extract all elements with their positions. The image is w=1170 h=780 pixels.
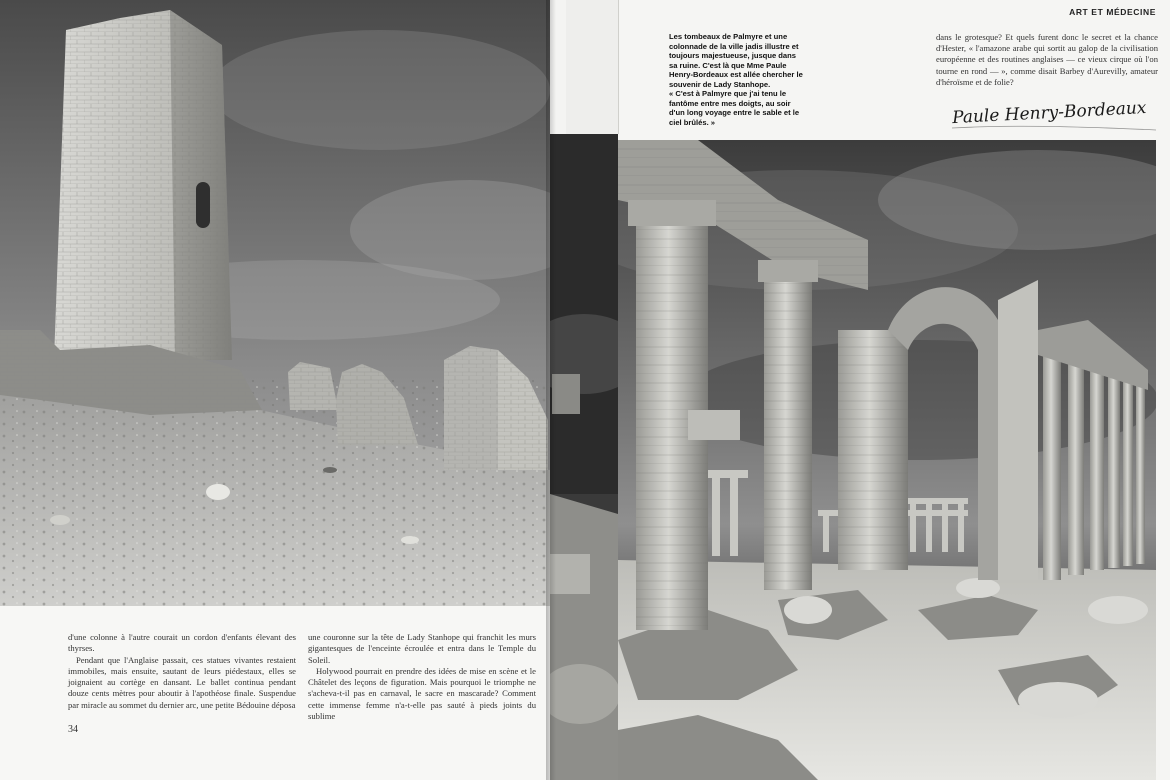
palmyra-colonnade-photo bbox=[618, 140, 1156, 780]
left-page bbox=[0, 0, 550, 780]
page-number: 34 bbox=[68, 724, 78, 735]
section-rubric: ART ET MÉDECINE bbox=[1069, 7, 1156, 17]
photo-caption bbox=[669, 32, 803, 127]
column-2-paragraph-2: Holywood pourrait en prendre des idées de mise en scène et le Châtelet des leçons de figuration. Mais pourquoi le triomphe ne s'acheva-t-il pas en carnaval, le sacre en mascarade? Comment cette immense femme n'a-t-elle pas sauté à pieds joints du sublime bbox=[308, 665, 536, 722]
body-text-column-2 bbox=[308, 632, 536, 722]
author-signature bbox=[950, 92, 1160, 134]
storm-sky-strip-illustration bbox=[550, 134, 618, 780]
column-2-paragraph-1: une couronne sur la tête de Lady Stanhope qui franchit les murs gigantesques de l'enceinte écroulée et entra dans le Temple du Soleil. bbox=[308, 632, 536, 665]
gutter-shadow bbox=[546, 0, 556, 780]
caption-description: Les tombeaux de Palmyre et une colonnade de la ville jadis illustre et toujours majestueuse, jusque dans sa ruine. C'est là que Mme Paule Henry-Bordeaux est allée chercher le souvenir de Lady Stanhope. bbox=[669, 32, 803, 89]
caption-quote: « C'est à Palmyre que j'ai tenu le fantôme entre mes doigts, au soir d'un long voyage entre le sable et le ciel brûlés. » bbox=[669, 89, 800, 127]
column-1-paragraph-2: Pendant que l'Anglaise passait, ces statues vivantes restaient immobiles, mais ensuite, sautant de leurs piédestaux, elles se joignaient au cortège en dansant. Le ballet continua pendant douze cents mètres pour aboutir à l'apothéose finale. Suspendue par miracle au sommet du dernier arc, une petite Bédouine déposa bbox=[68, 654, 296, 710]
foldout-photo-strip bbox=[550, 134, 618, 780]
svg-text:Paule Henry-Bordeaux: Paule Henry-Bordeaux bbox=[951, 97, 1147, 129]
body-text-right: dans le grotesque? Et quels furent donc le secret et la chance d'Hester, « l'amazone arabe qui sortit au galop de la civilisation européenne et des routines anglaises — ce vieux cirque où l'on tourne en rond — », comme disait Barbey d'Aurevilly, amateur d'héroïsme et de folie? bbox=[936, 32, 1158, 87]
ruined-tower-photo bbox=[0, 0, 550, 606]
folded-page-edge bbox=[566, 0, 619, 134]
column-1-paragraph-1: d'une colonne à l'autre courait un cordon d'enfants élevant des thyrses. bbox=[68, 632, 296, 654]
colonnade-illustration bbox=[618, 140, 1156, 780]
body-text-column-1 bbox=[68, 632, 296, 711]
ruined-tower-illustration bbox=[0, 0, 550, 606]
